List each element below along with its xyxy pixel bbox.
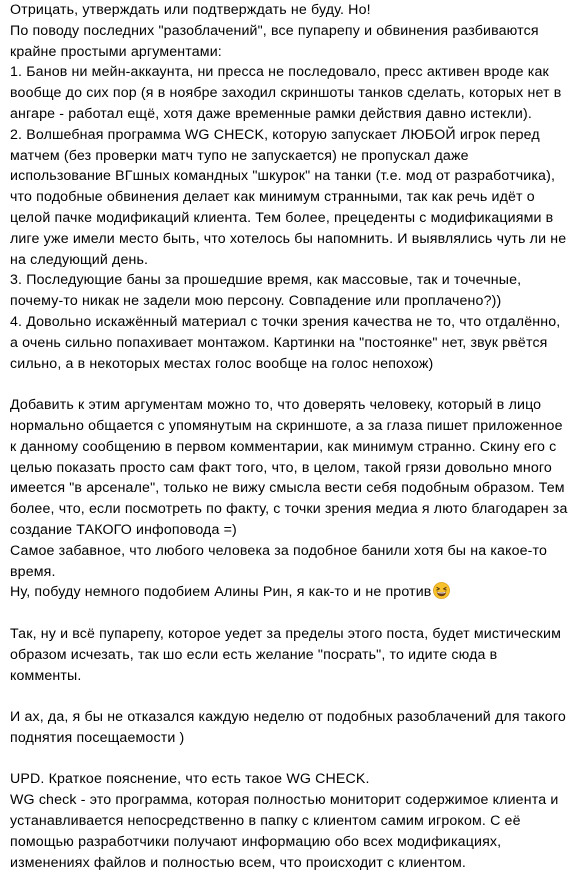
update-paragraph <box>10 769 568 873</box>
paragraph-gap <box>10 603 568 624</box>
text-line: а очень сильно попахивает монтажом. Картинки на "постоянке" нет, звук рвётся <box>10 334 548 351</box>
attendance-paragraph <box>10 707 568 749</box>
text-line: поднятия посещаемости ) <box>10 729 185 746</box>
text-line: образом исчезать, так шо если есть желание "посрать", то идите сюда в <box>10 646 498 663</box>
text-line: к данному сообщению в первом комментарии, как минимум странно. Скину его с <box>10 438 557 455</box>
text-line: вообще до сих пор (я в ноябре заходил скриншоты танков сделать, которых нет в <box>10 85 562 102</box>
intro-paragraph <box>10 0 568 374</box>
text-line: целой пачке модификаций клиента. Тем более, прецеденты с модификациями в <box>10 209 554 226</box>
text-line: 2. Волшебная программа WG CHECK, которую запускает ЛЮБОЙ игрок перед <box>10 126 540 143</box>
text-line: время. <box>10 563 56 580</box>
text-line: целью показать просто сам факт того, что, в целом, такой грязи довольно много <box>10 459 552 476</box>
text-line: И ах, да, я бы не отказался каждую неделю от подобных разоблачений для такого <box>10 709 566 726</box>
text-line: Ну, побуду немного подобием Алины Рин, я как-то и не против <box>10 584 432 601</box>
text-line: изменениях файлов и полностью всем, что происходит с клиентом. <box>10 854 467 871</box>
text-line: комменты. <box>10 667 82 684</box>
text-line: UPD. Краткое пояснение, что есть такое WG CHECK. <box>10 771 370 788</box>
text-line: матчем (без проверки матч тупо не запускается) не пропускал даже <box>10 147 469 164</box>
text-line: Отрицать, утверждать или подтверждать не буду. Но! <box>10 2 371 18</box>
comments-paragraph <box>10 624 568 686</box>
text-line: 1. Банов ни мейн-аккаунта, ни пресса не последовало, пресс активен вроде как <box>10 64 549 81</box>
text-line: WG check - это программа, которая полностью мониторит содержимое клиента и <box>10 792 559 809</box>
text-line: что подобные обвинения делает как минимум странными, так как речь идёт о <box>10 189 535 206</box>
text-line: почему-то никак не задели мою персону. Совпадение или проплачено?)) <box>10 293 502 310</box>
text-line: более, что, если посмотреть по факту, с точки зрения медиа я люто благодарен за <box>10 501 568 518</box>
paragraph-gap <box>10 686 568 707</box>
text-line: нормально общается с упомянутым на скриншоте, а за глаза пишет приложенное <box>10 417 563 434</box>
text-line: Самое забавное, что любого человека за подобное банили хотя бы на какое-то <box>10 542 548 559</box>
text-line: сильно, а в некоторых местах голос вообще на голос непохож) <box>10 355 434 372</box>
text-line: устанавливается непосредственно в папку с клиентом самим игроком. С её <box>10 813 521 830</box>
text-line: По поводу последних "разоблачений", все пупарепу и обвинения разбиваются <box>10 22 539 39</box>
text-line: имеется "в арсенале", только не вижу смысла вести себя подобным образом. Тем <box>10 480 565 497</box>
text-line: 3. Последующие баны за прошедшие время, как массовые, так и точечные, <box>10 272 522 289</box>
text-line: Добавить к этим аргументам можно то, что доверять человеку, который в лицо <box>10 397 542 414</box>
text-line: 4. Довольно искажённый материал с точки зрения качества не то, что отдалённо, <box>10 313 561 330</box>
paragraph-gap <box>10 374 568 395</box>
text-line: ангаре - работал ещё, хотя даже временные рамки действия давно истекли). <box>10 105 532 122</box>
text-line: на следующий день. <box>10 251 149 268</box>
text-line-with-emoji <box>10 582 568 603</box>
text-line: помощью разработчики получают информацию обо всех модификациях, <box>10 833 502 850</box>
text-line: крайне простыми аргументами: <box>10 43 222 60</box>
text-line: использование ВГшных командных "шкурок" на танки (т.е. мод от разработчика), <box>10 168 556 185</box>
text-line: Так, ну и всё пупарепу, которое уедет за пределы этого поста, будет мистическим <box>10 625 561 642</box>
text-line: создание ТАКОГО инфоповода =) <box>10 521 237 538</box>
grinning-squinting-face-emoji-icon <box>433 582 450 599</box>
text-line: лиге уже имели место быть, что хотелось бы напомнить. И выявлялись чуть ли не <box>10 230 567 247</box>
paragraph-gap <box>10 749 568 770</box>
arguments-paragraph <box>10 395 568 603</box>
